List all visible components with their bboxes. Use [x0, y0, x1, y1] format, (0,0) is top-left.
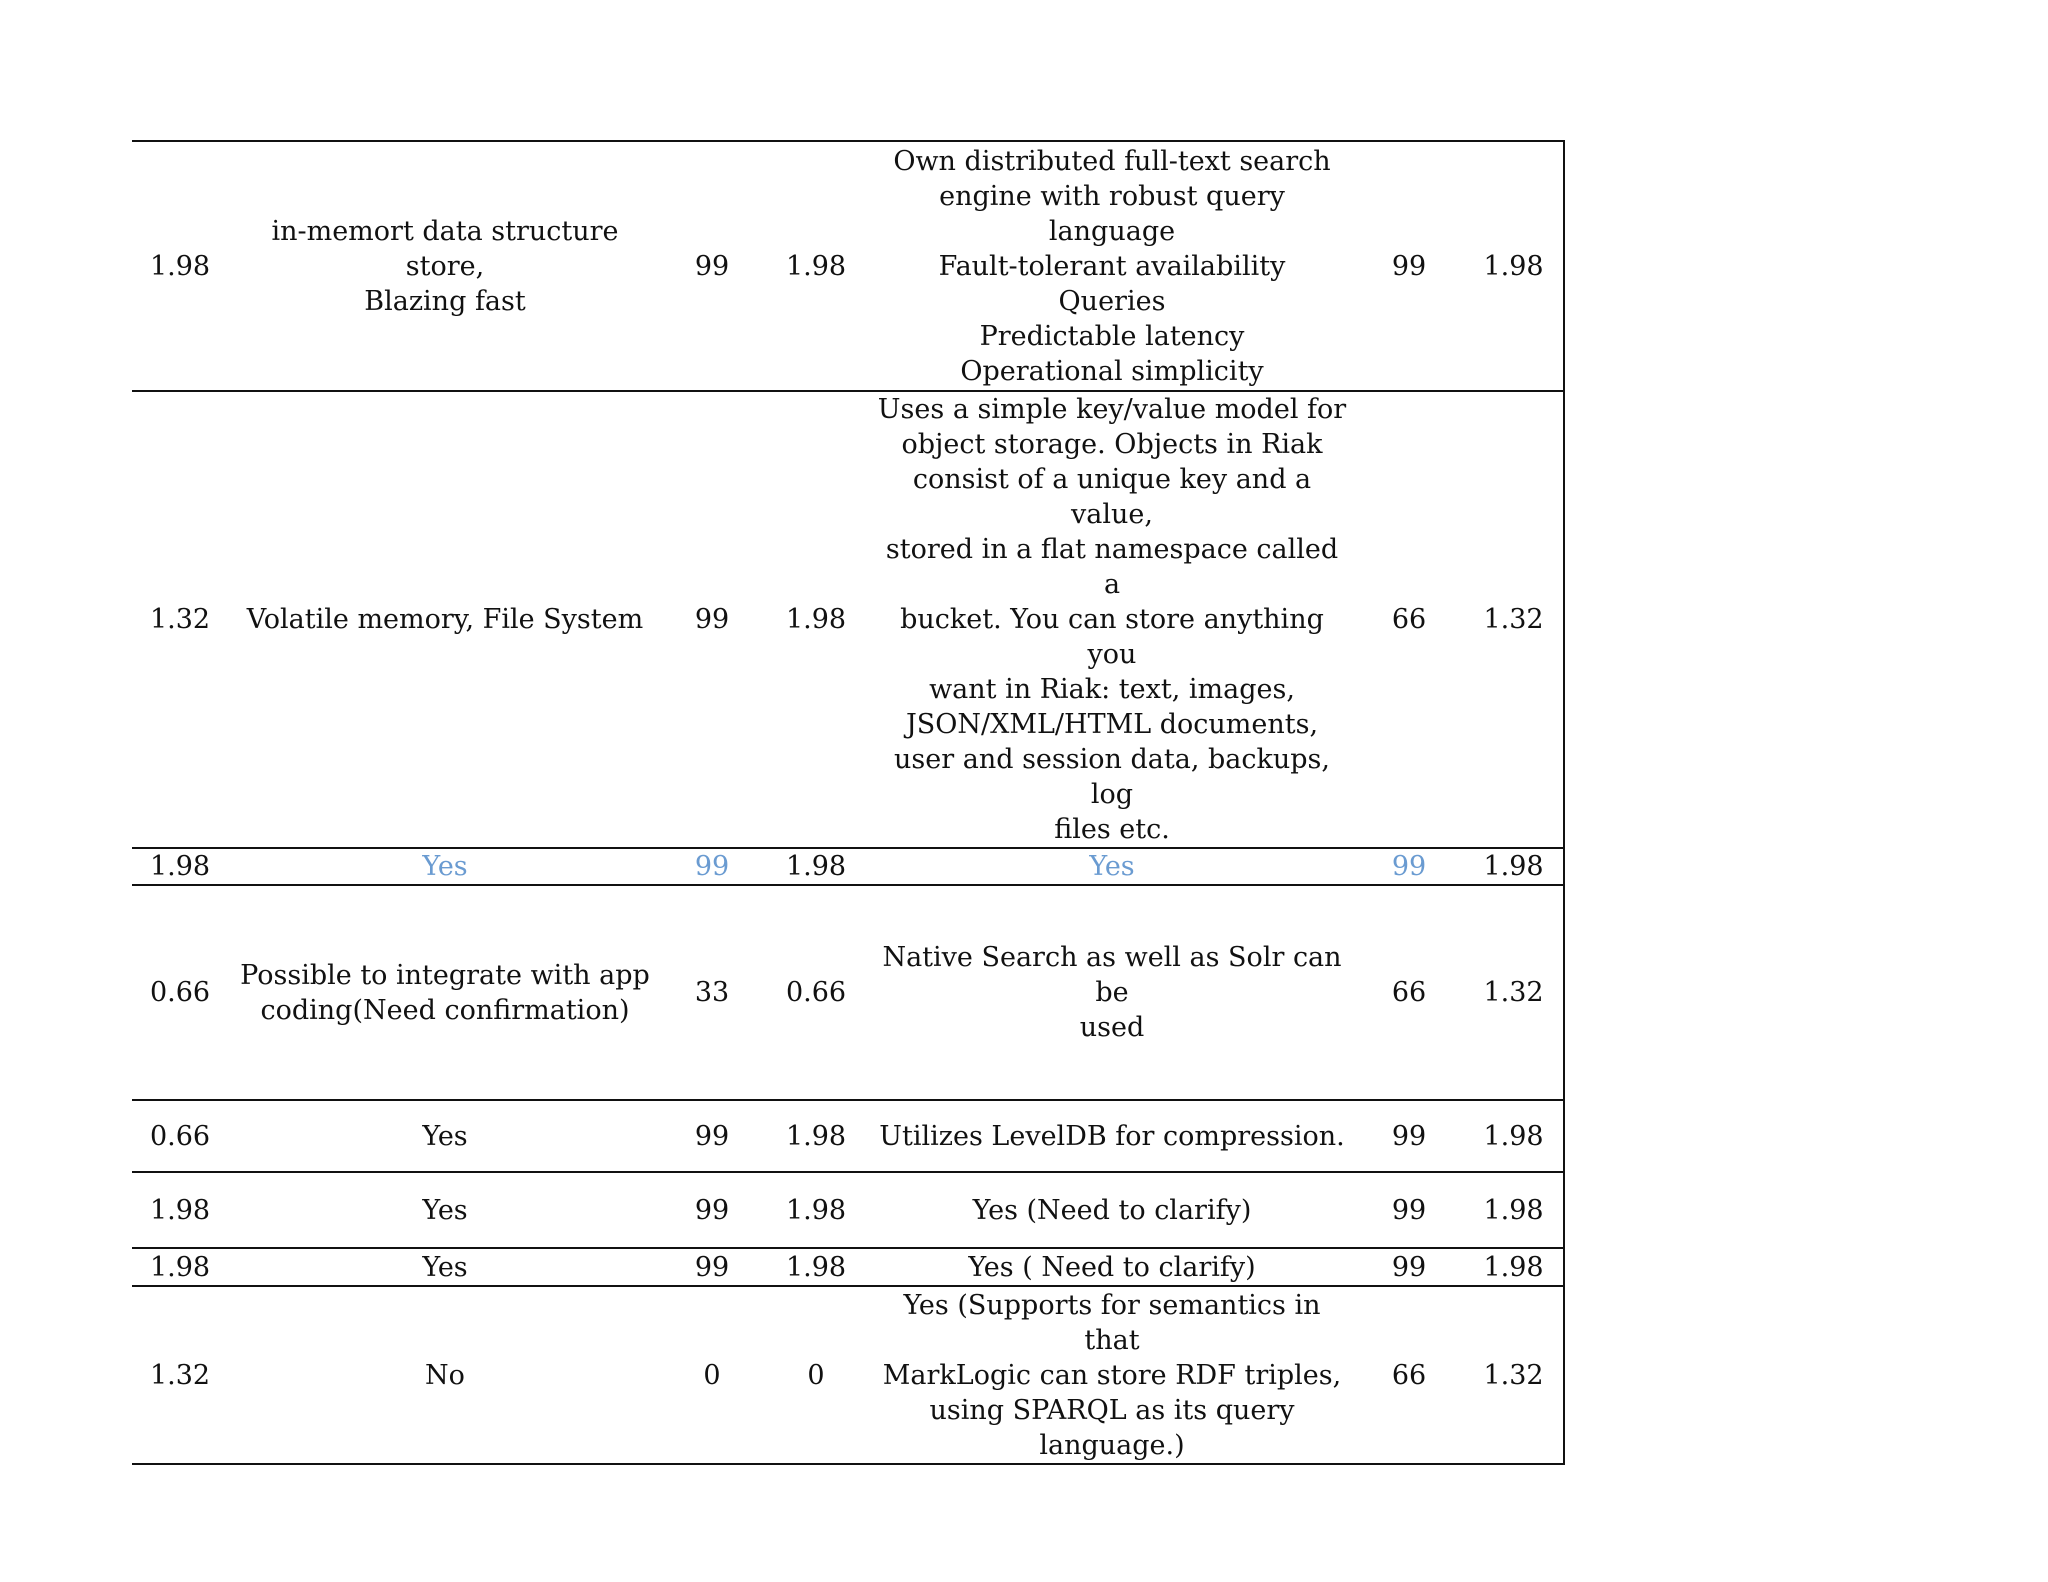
- cell-feature-a[interactable]: Possible to integrate with app coding(Need confirmation): [240, 959, 650, 1026]
- cell-score-c[interactable]: 1.98: [1464, 141, 1564, 391]
- table-row: [132, 141, 1564, 391]
- cell-score-c[interactable]: 1.98: [1464, 1100, 1564, 1172]
- cell-score-b[interactable]: 1.98: [785, 604, 847, 635]
- table-row: [132, 1100, 1564, 1172]
- cell-score-c[interactable]: 1.98: [1464, 1172, 1564, 1248]
- cell-weight-a[interactable]: 99: [694, 1120, 730, 1152]
- cell-feature-b[interactable]: Native Search as well as Solr can be used: [882, 942, 1342, 1043]
- cell-score-b[interactable]: 1.98: [785, 1194, 847, 1226]
- table-row: [132, 1248, 1564, 1286]
- cell-weight-b[interactable]: 99: [1391, 1120, 1427, 1152]
- table-row: [132, 1286, 1564, 1464]
- cell-feature-a[interactable]: No: [425, 1359, 465, 1391]
- cell-score-a[interactable]: 1.98: [149, 851, 211, 882]
- cell-feature-a[interactable]: Yes: [422, 1120, 468, 1152]
- cell-score-a[interactable]: 1.32: [149, 604, 211, 635]
- cell-score-c[interactable]: 1.98: [1464, 1248, 1564, 1286]
- cell-weight-b[interactable]: 99: [1391, 851, 1427, 882]
- cell-feature-a[interactable]: in-memort data structure store, Blazing fast: [271, 215, 619, 317]
- cell-score-b[interactable]: 1.98: [785, 1120, 847, 1152]
- cell-feature-b[interactable]: Utilizes LevelDB for compression.: [879, 1120, 1345, 1152]
- cell-weight-b[interactable]: 66: [1391, 604, 1427, 635]
- cell-feature-b[interactable]: Own distributed full-text search engine with robust query language Fault-tolerant availability Queries Predictable latency Operational simplicity: [893, 145, 1331, 387]
- cell-feature-b[interactable]: Yes (Supports for semantics in that MarkLogic can store RDF triples, using SPARQL as its query language.): [882, 1289, 1342, 1461]
- cell-weight-b[interactable]: 66: [1391, 977, 1427, 1008]
- cell-score-b[interactable]: 1.98: [785, 250, 847, 282]
- cell-weight-b[interactable]: 99: [1391, 1251, 1427, 1283]
- table-body: [132, 141, 1564, 1464]
- cell-feature-b[interactable]: Yes: [1089, 851, 1135, 882]
- cell-weight-a[interactable]: 99: [694, 1194, 730, 1226]
- cell-weight-a[interactable]: 99: [694, 1251, 730, 1283]
- table-row: [132, 848, 1564, 885]
- cell-score-a[interactable]: 0.66: [149, 1120, 211, 1152]
- cell-score-a[interactable]: 1.32: [149, 1359, 211, 1391]
- cell-score-b[interactable]: 0.66: [785, 977, 847, 1008]
- cell-weight-a[interactable]: 99: [694, 851, 730, 882]
- cell-weight-a[interactable]: 99: [694, 604, 730, 635]
- cell-feature-b[interactable]: Uses a simple key/value model for object storage. Objects in Riak consist of a unique key and a value, stored in a flat namespace called a bucket. You can store anything you want in Riak: text, images, JSON/XML/HTML documents, user and session data, backups, log files etc.: [877, 394, 1347, 845]
- cell-weight-a[interactable]: 33: [694, 977, 730, 1008]
- cell-score-b[interactable]: 0: [807, 1359, 825, 1391]
- cell-weight-a[interactable]: 99: [694, 250, 730, 282]
- cell-score-a[interactable]: 0.66: [149, 977, 211, 1008]
- cell-feature-a[interactable]: Volatile memory, File System: [246, 604, 644, 635]
- cell-score-a[interactable]: 1.98: [149, 250, 211, 282]
- cell-score-b[interactable]: 1.98: [785, 1251, 847, 1283]
- cell-score-c[interactable]: 1.98: [1464, 848, 1564, 885]
- table-row: [132, 391, 1564, 848]
- cell-weight-a[interactable]: 0: [703, 1359, 721, 1391]
- cell-feature-a[interactable]: Yes: [422, 851, 468, 882]
- cell-weight-b[interactable]: 99: [1391, 250, 1427, 282]
- cell-feature-b[interactable]: Yes (Need to clarify): [972, 1194, 1252, 1226]
- cell-score-a[interactable]: 1.98: [149, 1251, 211, 1283]
- cell-score-b[interactable]: 1.98: [785, 851, 847, 882]
- table-row: [132, 885, 1564, 1100]
- cell-score-c[interactable]: 1.32: [1464, 391, 1564, 848]
- cell-weight-b[interactable]: 99: [1391, 1194, 1427, 1226]
- cell-feature-a[interactable]: Yes: [422, 1251, 468, 1283]
- cell-score-c[interactable]: 1.32: [1464, 1286, 1564, 1464]
- spreadsheet-table: [132, 140, 1565, 1465]
- cell-score-a[interactable]: 1.98: [149, 1194, 211, 1226]
- cell-feature-b[interactable]: Yes ( Need to clarify): [968, 1251, 1256, 1283]
- cell-weight-b[interactable]: 66: [1391, 1359, 1427, 1391]
- cell-score-c[interactable]: 1.32: [1464, 885, 1564, 1100]
- cell-feature-a[interactable]: Yes: [422, 1194, 468, 1226]
- table-row: [132, 1172, 1564, 1248]
